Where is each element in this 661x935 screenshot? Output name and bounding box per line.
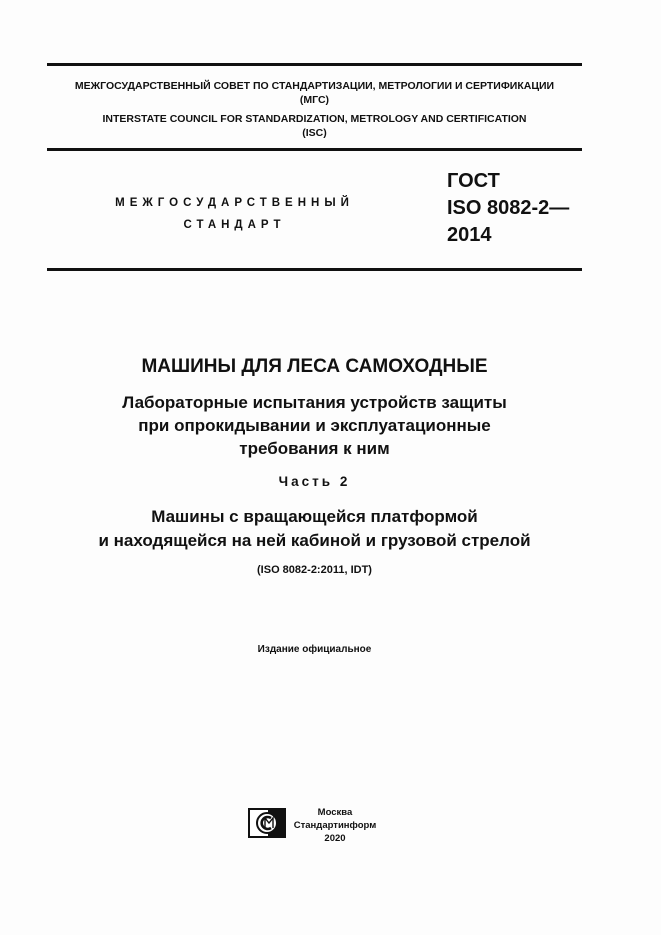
standard-kind [47, 192, 422, 236]
publisher-imprint [293, 806, 377, 845]
part-title-line1: Машины с вращающейся платформой [151, 507, 478, 526]
standartinform-logo-icon [248, 808, 286, 838]
council-ru-name: МЕЖГОСУДАРСТВЕННЫЙ СОВЕТ ПО СТАНДАРТИЗАЦИИ, МЕТРОЛОГИИ И СЕРТИФИКАЦИИ [74, 80, 555, 92]
part-title [47, 505, 582, 553]
council-ru [47, 79, 582, 107]
part-title-line2: и находящейся на ней кабиной и грузовой стрелой [98, 531, 531, 550]
subtitle-line2: при опрокидывании и эксплуатационные [138, 416, 491, 435]
standard-kind-line2: СТАНДАРТ [183, 219, 286, 231]
publisher-name: Стандартинформ [293, 820, 377, 831]
gost-number: ISO 8082-2— [447, 197, 570, 219]
document-title: МАШИНЫ ДЛЯ ЛЕСА САМОХОДНЫЕ [141, 356, 488, 377]
bottom-rule [47, 268, 582, 271]
subtitle-line1: Лабораторные испытания устройств защиты [122, 393, 507, 412]
publisher-city: Москва [317, 807, 353, 818]
council-en-name: INTERSTATE COUNCIL FOR STANDARDIZATION, METROLOGY AND CERTIFICATION [102, 113, 527, 125]
document-subtitle [47, 391, 582, 460]
gost-designation [447, 168, 569, 249]
edition-note: Издание официальное [257, 644, 372, 655]
subtitle-line3: требования к ним [239, 439, 390, 458]
gost-year: 2014 [447, 224, 492, 246]
council-en [47, 112, 582, 140]
standard-kind-line1: МЕЖГОСУДАРСТВЕННЫЙ [115, 197, 354, 209]
gost-label: ГОСТ [447, 170, 500, 192]
council-ru-abbr: (МГС) [299, 94, 330, 106]
middle-rule [47, 148, 582, 151]
council-en-abbr: (ISC) [302, 127, 327, 139]
publisher-year: 2020 [324, 833, 346, 844]
top-rule [47, 63, 582, 66]
iso-reference: (ISO 8082-2:2011, IDT) [257, 564, 372, 576]
part-number: Часть 2 [278, 474, 351, 489]
